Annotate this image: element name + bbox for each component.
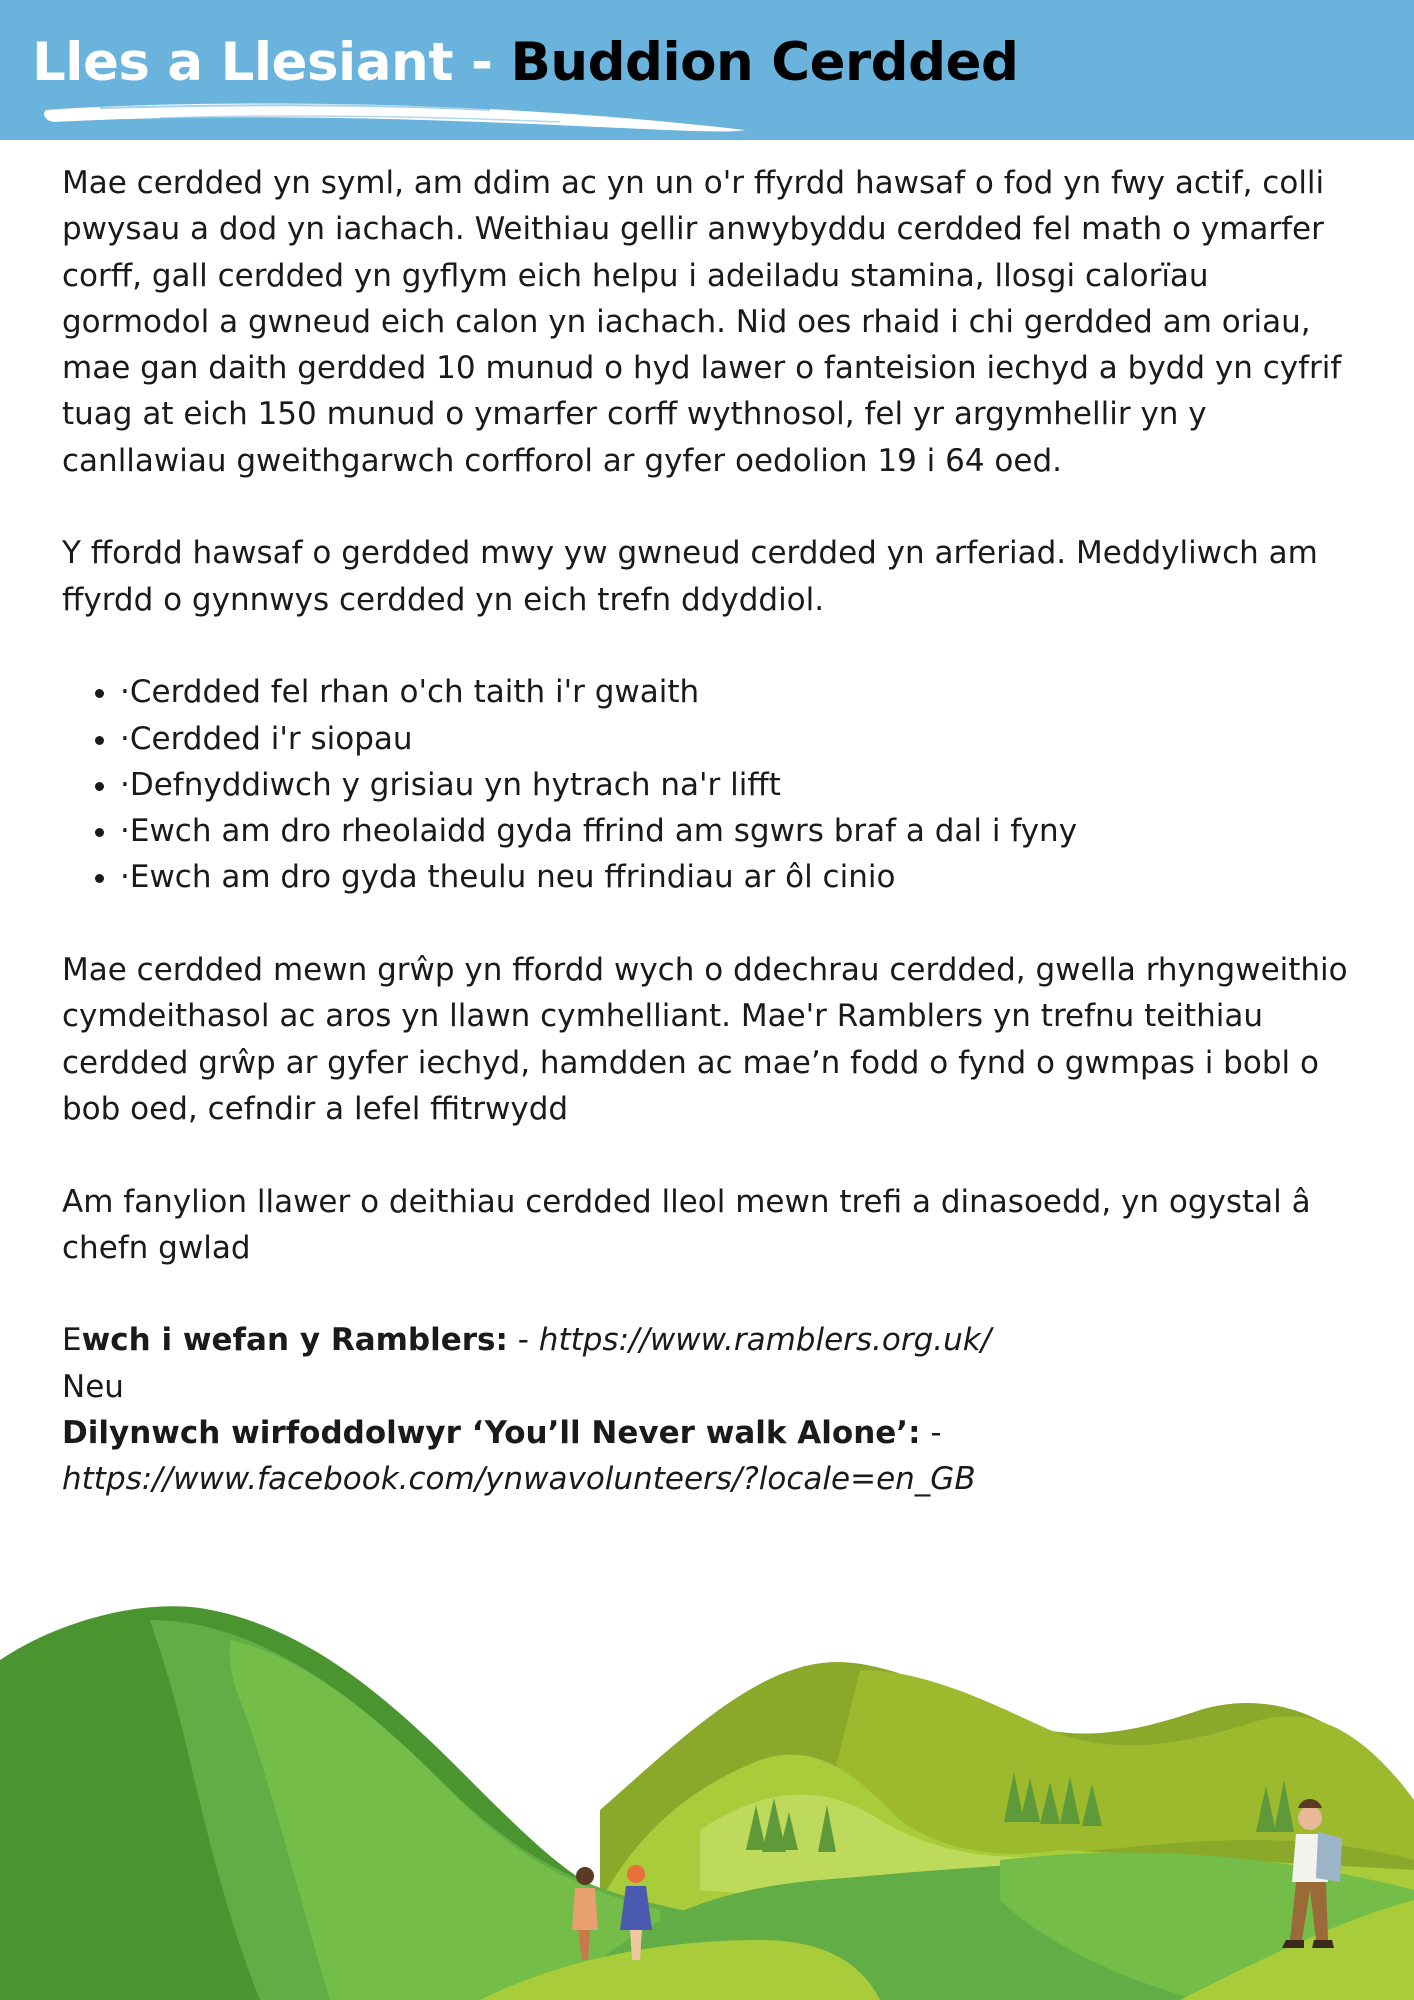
ynwa-label: Dilynwch wirfoddolwyr ‘You’ll Never walk Alone’: (62, 1415, 921, 1452)
walking-tips-list (62, 669, 1352, 900)
brush-stroke-decoration (40, 96, 760, 144)
ynwa-separator: - (920, 1415, 942, 1452)
habit-paragraph: Y ffordd hawsaf o gerdded mwy yw gwneud cerdded yn arferiad. Meddyliwch am ffyrdd o gynnwys cerdded yn eich trefn ddyddiol. (62, 535, 1318, 618)
ramblers-label-initial: E (62, 1322, 82, 1359)
list-item: • ·Cerdded fel rhan o'ch taith i'r gwaith (120, 669, 1352, 715)
intro-paragraph: Mae cerdded yn syml, am ddim ac yn un o'r ffyrdd hawsaf o fod yn fwy actif, colli pwysau a dod yn iachach. Weithiau gellir anwybyddu cerdded fel math o ymarfer corff, gall cerdded yn gyflym eich helpu i adeiladu stamina, llosgi calorïau gormodol a gwneud eich calon yn iachach. Nid oes rhaid i chi gerdded am oriau, mae gan daith gerdded 10 munud o hyd lawer o fanteision iechyd a bydd yn cyfrif tuag at eich 150 munud o ymarfer corff wythnosol, fel yr argymhellir yn y canllawiau gweithgarwch corfforol ar gyfer oedolion 19 i 64 oed. (62, 165, 1342, 479)
ramblers-line (62, 1317, 1352, 1363)
ynwa-link[interactable]: https://www.facebook.com/ynwavolunteers/?locale=en_GB (62, 1461, 976, 1498)
ramblers-separator: - (507, 1322, 539, 1359)
list-item: • ·Defnyddiwch y grisiau yn hytrach na'r lifft (120, 762, 1352, 808)
list-item: • ·Ewch am dro gyda theulu neu ffrindiau ar ôl cinio (120, 854, 1352, 900)
hills-illustration (0, 1600, 1414, 2000)
title-topic: Buddion Cerdded (510, 32, 1019, 93)
title-category: Lles a Llesiant - (32, 32, 511, 93)
page-title (32, 30, 1018, 96)
ramblers-label: wch i wefan y Ramblers: (81, 1322, 508, 1359)
article-body (62, 160, 1352, 1503)
local-walks-paragraph: Am fanylion llawer o deithiau cerdded lleol mewn trefi a dinasoedd, yn ogystal â chefn gwlad (62, 1183, 1311, 1266)
group-walking-paragraph: Mae cerdded mewn grŵp yn ffordd wych o ddechrau cerdded, gwella rhyngweithio cymdeithasol ac aros yn llawn cymhelliant. Mae'r Ramblers yn trefnu teithiau cerdded grŵp ar gyfer iechyd, hamdden ac mae’n fodd o fynd o gwmpas i bobl o bob oed, cefndir a lefel ffitrwydd (62, 952, 1348, 1127)
ynwa-line (62, 1410, 1352, 1456)
list-item: • ·Cerdded i'r siopau (120, 716, 1352, 762)
header-banner (0, 0, 1414, 140)
ramblers-link[interactable]: https://www.ramblers.org.uk/ (538, 1322, 992, 1359)
or-text: Neu (62, 1368, 124, 1405)
list-item: • ·Ewch am dro rheolaidd gyda ffrind am sgwrs braf a dal i fyny (120, 808, 1352, 854)
